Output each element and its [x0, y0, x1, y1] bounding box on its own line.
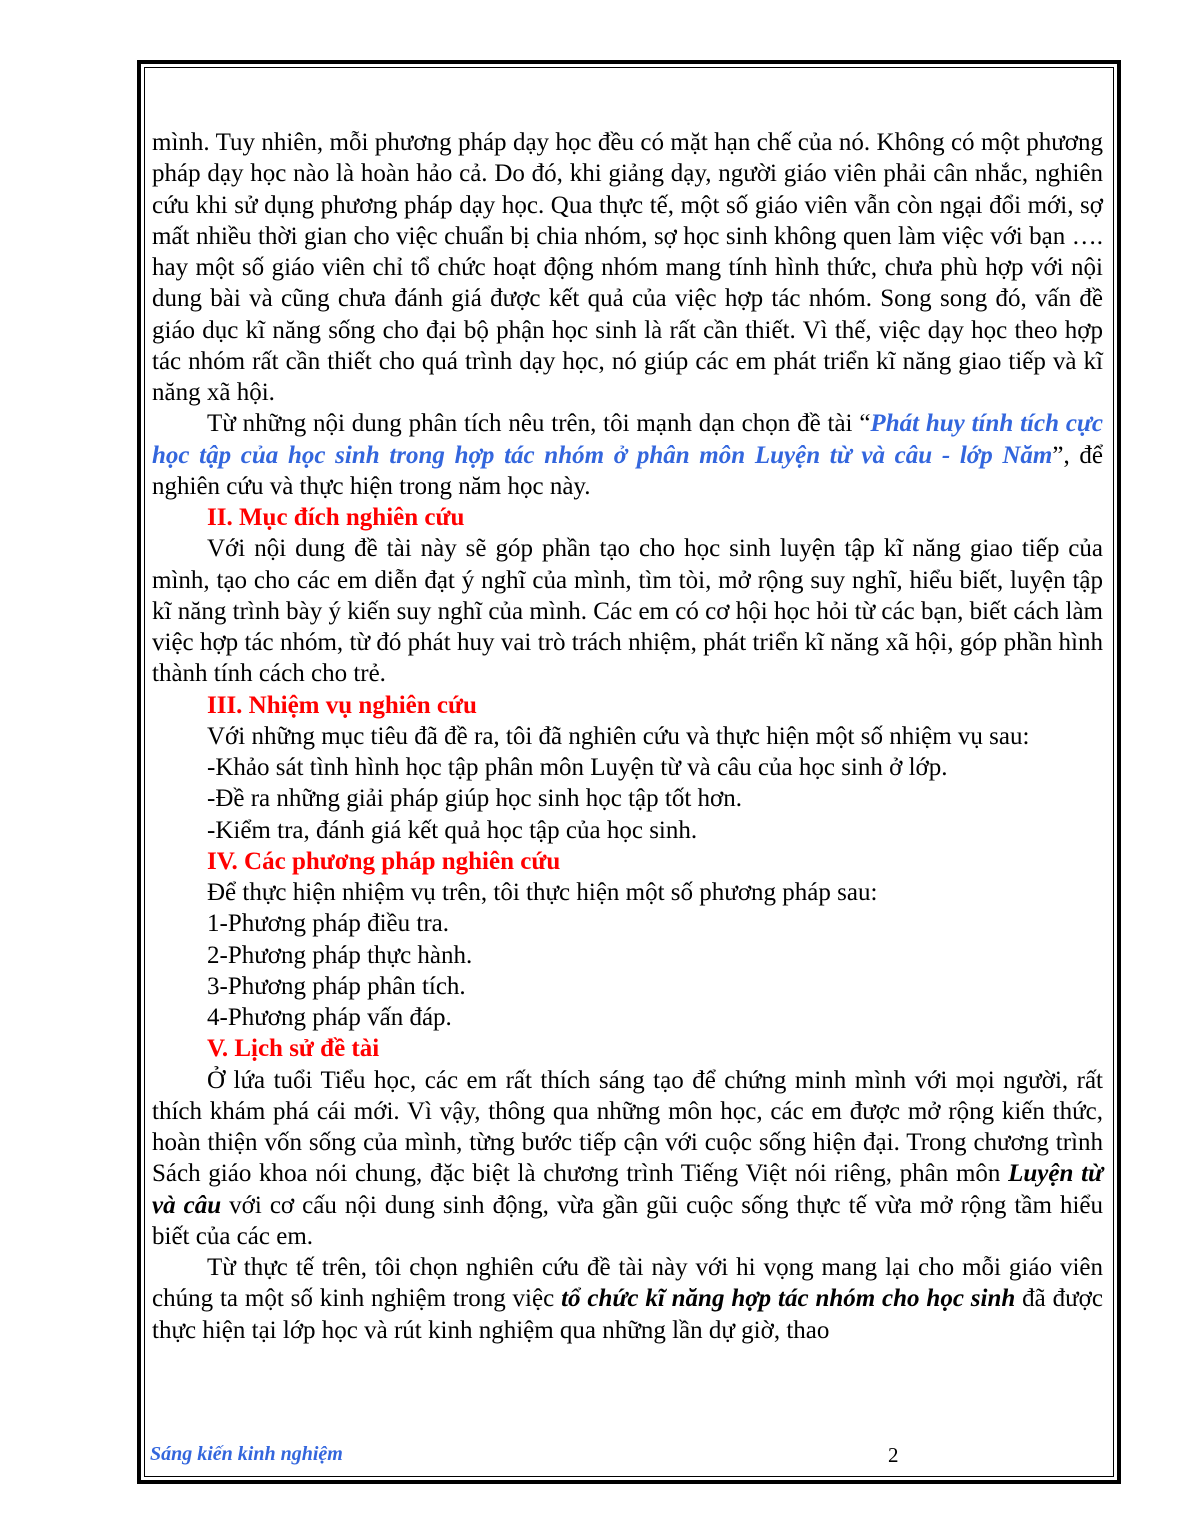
page-number: 2: [888, 1443, 899, 1467]
document-body: [152, 127, 1103, 1346]
section-body-methods: Để thực hiện nhiệm vụ trên, tôi thực hiện một số phương pháp sau:: [207, 879, 878, 906]
method-item: 2-Phương pháp thực hành.: [207, 941, 473, 969]
history-text: với cơ cấu nội dung sinh động, vừa gần gũi cuộc sống thực tế vừa mở rộng tầm hiểu biết của các em.: [152, 1191, 1103, 1250]
task-item: -Khảo sát tình hình học tập phân môn Luyện từ và câu của học sinh ở lớp.: [207, 754, 948, 781]
history-text: Ở lứa tuổi Tiểu học, các em rất thích sáng tạo để chứng minh mình với mọi người, rất thích khám phá cái mới. Vì vậy, thông qua những môn học, các em được mở rộng kiến thức, hoàn thiện vốn sống của mình, từng bước tiếp cận với cuộc sống hiện đại. Trong chương trình Sách giáo khoa nói chung, đặc biệt là chương trình Tiếng Việt nói riêng, phân môn: [152, 1066, 1103, 1188]
method-item: 4-Phương pháp vấn đáp.: [207, 1004, 452, 1031]
topic-trail-text: ”, để nghiên cứu và thực hiện trong năm học này.: [152, 441, 1103, 500]
section-body-tasks: Với những mục tiêu đã đề ra, tôi đã nghiên cứu và thực hiện một số nhiệm vụ sau:: [207, 722, 1030, 750]
task-item: -Đề ra những giải pháp giúp học sinh học tập tốt hơn.: [207, 785, 742, 813]
task-item: -Kiểm tra, đánh giá kết quả học tập của học sinh.: [207, 816, 698, 844]
paragraph-topic-choice: [152, 408, 1103, 502]
page-footer: [150, 1443, 1100, 1473]
section-body-history-1: [152, 1065, 1103, 1253]
subject-name-emphasis: Luyện từ và câu: [152, 1160, 1103, 1219]
section-body-purpose: Với nội dung đề tài này sẽ góp phần tạo cho học sinh luyện tập kĩ năng giao tiếp của mình, tạo cho các em diễn đạt ý nghĩ của mình, tìm tòi, mở rộng suy nghĩ, hiểu biết, luyện tập kĩ năng trình bày ý kiến suy nghĩ của mình. Các em có cơ hội học hỏi từ các bạn, biết cách làm việc hợp tác nhóm, từ đó phát huy vai trò trách nhiệm, phát triển kĩ năng xã hội, góp phần hình thành tính cách cho trẻ.: [152, 535, 1103, 688]
method-item: 1-Phương pháp điều tra.: [207, 910, 450, 938]
topic-lead-text: Từ những nội dung phân tích nêu trên, tôi mạnh dạn chọn đề tài “: [207, 410, 871, 438]
section-heading-methods: IV. Các phương pháp nghiên cứu: [207, 847, 561, 875]
history-text: đã được thực hiện tại lớp học và rút kinh nghiệm qua những lần dự giờ, thao: [152, 1285, 1104, 1344]
skill-emphasis: tổ chức kĩ năng hợp tác nhóm cho học sinh: [561, 1285, 1016, 1313]
section-heading-purpose: II. Mục đích nghiên cứu: [207, 504, 465, 531]
method-item: 3-Phương pháp phân tích.: [207, 972, 466, 1000]
section-body-history-2: [152, 1252, 1103, 1346]
history-text: Từ thực tế trên, tôi chọn nghiên cứu đề tài này với hi vọng mang lại cho mỗi giáo viên chúng ta một số kinh nghiệm trong việc: [152, 1254, 1103, 1313]
section-heading-tasks: III. Nhiệm vụ nghiên cứu: [207, 691, 477, 719]
section-heading-history: V. Lịch sử đề tài: [207, 1035, 380, 1063]
topic-title: Phát huy tính tích cực học tập của học sinh trong hợp tác nhóm ở phân môn Luyện từ và câu - lớp Năm: [152, 410, 1103, 469]
paragraph-intro-continued: mình. Tuy nhiên, mỗi phương pháp dạy học đều có mặt hạn chế của nó. Không có một phương pháp dạy học nào là hoàn hảo cả. Do đó, khi giảng dạy, người giáo viên phải cân nhắc, nghiên cứu khi sử dụng phương pháp dạy học. Qua thực tế, một số giáo viên vẫn còn ngại đổi mới, sợ mất nhiều thời gian cho việc chuẩn bị chia nhóm, sợ học sinh không quen làm việc với bạn …. hay một số giáo viên chỉ tổ chức hoạt động nhóm mang tính hình thức, chưa phù hợp với nội dung bài và cũng chưa đánh giá được kết quả của việc hợp tác nhóm. Song song đó, vấn đề giáo dục kĩ năng sống cho đại bộ phận học sinh là rất cần thiết. Vì thế, việc dạy học theo hợp tác nhóm rất cần thiết cho quá trình dạy học, nó giúp các em phát triển kĩ năng giao tiếp và kĩ năng xã hội.: [152, 129, 1103, 406]
footer-title: Sáng kiến kinh nghiệm: [150, 1443, 343, 1465]
